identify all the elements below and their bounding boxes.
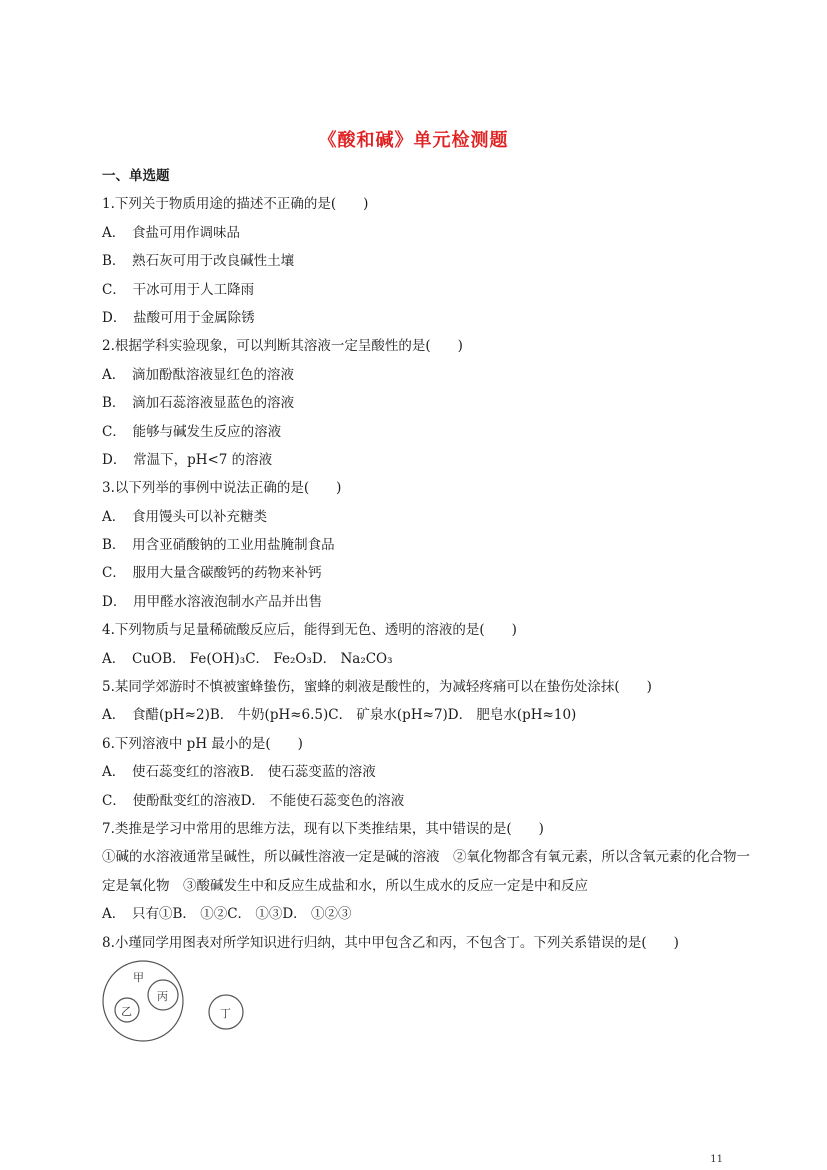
label-ding: 丁 (220, 1007, 231, 1020)
label-bing: 丙 (157, 990, 168, 1003)
text-line: 4.下列物质与足量稀硫酸反应后，能得到无色、透明的溶液的是( ) (102, 622, 517, 639)
page-number: 11 (710, 1154, 723, 1165)
label-yi: 乙 (121, 1005, 132, 1018)
q8-question: 8.小瑾同学用图表对所学知识进行归纳，其中甲包含乙和丙，不包含丁。下列关系错误的是( ) (102, 934, 679, 951)
text-line: A． 食醋(pH≈2)B． 牛奶(pH≈6.5)C． 矿泉水(pH≈7)D． 肥皂水(pH≈10) (102, 707, 577, 724)
text-line: 7.类推是学习中常用的思维方法，现有以下类推结果，其中错误的是( ) (102, 820, 544, 837)
text-line: D． 常温下，pH<7 的溶液 (102, 451, 273, 468)
page-title: 《酸和碱》单元检测题 (318, 130, 509, 151)
text-line: 2.根据学科实验现象，可以判断其溶液一定呈酸性的是( ) (102, 338, 463, 355)
text-line: 1.下列关于物质用途的描述不正确的是( ) (102, 196, 369, 213)
set-relation-diagram (100, 958, 250, 1044)
text-line: A． 食盐可用作调味品 (102, 224, 240, 241)
text-line: D． 盐酸可用于金属除锈 (102, 309, 255, 326)
text-line: C． 服用大量含碳酸钙的药物来补钙 (102, 565, 322, 582)
text-line: A． 滴加酚酞溶液显红色的溶液 (102, 366, 294, 383)
text-line: A． CuOB． Fe(OH)₃C． Fe₂O₃D． Na₂CO₃ (102, 650, 393, 667)
text-line: C． 干冰可用于人工降雨 (102, 281, 255, 298)
label-jia: 甲 (133, 971, 144, 984)
text-line: C． 能够与碱发生反应的溶液 (102, 423, 282, 440)
q7-statement: ①碱的水溶液通常呈碱性，所以碱性溶液一定是碱的溶液 ②氧化物都含有氧元素，所以含氧元素的化合物一定是氧化物 ③酸碱发生中和反应生成盐和水，所以生成水的反应一定是中和反应 (102, 849, 750, 894)
text-line: B． 滴加石蕊溶液显蓝色的溶液 (102, 395, 295, 412)
text-line: C． 使酚酞变红的溶液D． 不能使石蕊变色的溶液 (102, 792, 405, 809)
text-line: D． 用甲醛水溶液泡制水产品并出售 (102, 593, 323, 610)
text-line: A． 食用馒头可以补充糖类 (102, 508, 267, 525)
text-line: 6.下列溶液中 pH 最小的是( ) (102, 735, 303, 752)
q7-options: A． 只有①B． ①②C． ①③D． ①②③ (102, 906, 352, 923)
text-line: B． 熟石灰可用于改良碱性土壤 (102, 253, 295, 270)
text-line: A． 使石蕊变红的溶液B． 使石蕊变蓝的溶液 (102, 764, 376, 781)
text-line: B． 用含亚硝酸钠的工业用盐腌制食品 (102, 537, 335, 554)
text-line: 5.某同学郊游时不慎被蜜蜂蛰伤，蜜蜂的刺液是酸性的，为减轻疼痛可以在蛰伤处涂抹( ) (102, 679, 652, 696)
section-heading: 一、单选题 (102, 168, 170, 184)
text-line: 3.以下列举的事例中说法正确的是( ) (102, 480, 342, 497)
question-content (102, 162, 752, 957)
